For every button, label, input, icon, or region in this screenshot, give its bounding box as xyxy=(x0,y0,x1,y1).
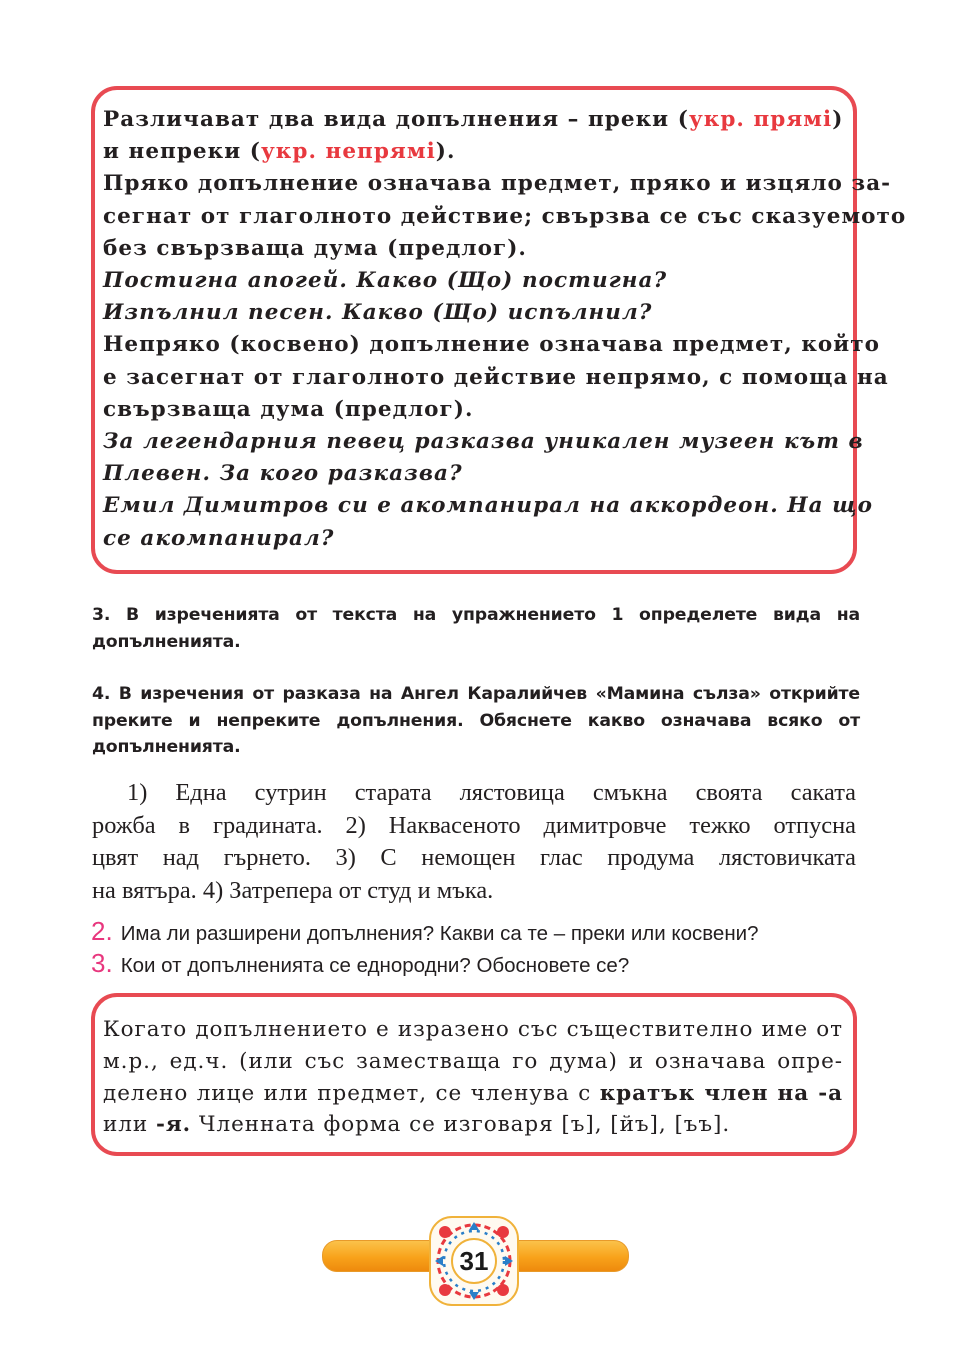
text-run: Когато допълнението е изразено със съществително име от xyxy=(103,1017,843,1042)
text-run: Постигна апогей. Какво (Що) постигна? xyxy=(103,268,668,294)
rule-box-line xyxy=(103,168,892,200)
task-4-line: допълненията. xyxy=(92,737,241,757)
rule-box-line xyxy=(103,104,843,136)
rule-box-line xyxy=(103,490,873,522)
text-run: или xyxy=(103,1112,156,1138)
rule-box-line xyxy=(103,265,843,297)
rule-box-line xyxy=(103,297,843,329)
rule-box-line xyxy=(103,458,843,490)
text-run: Изпълнил песен. Какво (Що) испълнил? xyxy=(103,300,653,326)
task-3 xyxy=(92,602,860,655)
rule-box-line xyxy=(103,233,843,265)
question-text: Кои от допълненията се еднородни? Обосновете се? xyxy=(120,954,630,977)
note-box xyxy=(91,993,857,1156)
text-run: Плевен. За кого разказва? xyxy=(103,461,463,487)
text-run: без свързваща дума (предлог). xyxy=(103,235,527,261)
task-4 xyxy=(92,681,860,761)
rule-box-line xyxy=(103,523,843,555)
question-2 xyxy=(91,916,759,947)
note-box-line xyxy=(103,1109,843,1141)
rule-box-line xyxy=(103,426,864,458)
rule-box-line xyxy=(103,362,889,394)
excerpt-line: 1) Една сутрин старата лястовица смъкна своята саката xyxy=(127,779,856,806)
task-3-line: 3. В изреченията от текста на упражнението 1 определете вида на xyxy=(92,605,860,625)
excerpt-line: рожба в градината. 2) Наквасеното димитровче тежко отпусна xyxy=(92,811,856,839)
task-3-line: допълненията. xyxy=(92,631,241,652)
task-4-line: 4. В изречения от разказа на Ангел Каралийчев «Мамина сълза» открийте xyxy=(92,684,860,704)
text-run: ) xyxy=(832,107,844,132)
text-run: делено лице или предмет, се членува с xyxy=(103,1080,600,1106)
bold-term: -я. xyxy=(155,1112,192,1138)
highlight-term: укр. прямі xyxy=(688,107,833,132)
text-run: Емил Димитров си е акомпанирал на аккордеон. На що xyxy=(103,493,873,519)
text-run: сегнат от глаголното действие; свързва се със сказуемото xyxy=(103,203,907,229)
note-box-line xyxy=(103,1014,843,1046)
rule-box xyxy=(91,86,907,574)
question-text: Има ли разширени допълнения? Какви са те – преки или косвени? xyxy=(120,922,759,945)
rule-box-line xyxy=(103,329,881,361)
task-4-line: преките и непреките допълнения. Обяснете какво означава всяко от xyxy=(92,710,860,731)
text-run: и непреки ( xyxy=(103,139,261,165)
text-run: свързваща дума (предлог). xyxy=(103,396,474,422)
question-number: 2. xyxy=(91,916,113,946)
excerpt-line: на вятъра. 4) Затрепера от студ и мъка. xyxy=(92,876,494,904)
text-run: Различават два вида допълнения – преки ( xyxy=(103,107,689,132)
text-run: е засегнат от глаголното действие непрямо, с помоща на xyxy=(103,364,889,390)
rule-box-line xyxy=(103,136,843,168)
text-run: м.р., ед.ч. (или със заместваща го дума) и означава опре- xyxy=(103,1048,843,1074)
note-box-line xyxy=(103,1046,843,1078)
page-number: 31 xyxy=(459,1246,489,1276)
bold-term: кратък член на -а xyxy=(599,1080,843,1106)
excerpt-line: цвят над гърнето. 3) С немощен глас продума лястовичката xyxy=(92,844,856,872)
question-number: 3. xyxy=(91,948,113,978)
rule-box-line xyxy=(103,201,907,233)
excerpt-paragraph xyxy=(92,777,856,907)
rule-box-line xyxy=(103,394,843,426)
text-run: Членната форма се изговаря [ъ], [йъ], [ъъ]. xyxy=(191,1112,731,1138)
text-run: Непряко (косвено) допълнение означава предмет, който xyxy=(103,332,881,358)
note-box-line xyxy=(103,1078,843,1110)
text-run: ). xyxy=(435,139,456,165)
text-run: се акомпанирал? xyxy=(103,525,335,551)
text-run: За легендарния певец разказва уникален музеен кът в xyxy=(103,429,864,455)
question-3 xyxy=(91,948,629,979)
text-run: Пряко допълнение означава предмет, пряко и изцяло за- xyxy=(103,171,892,197)
highlight-term: укр. непрямі xyxy=(260,139,436,165)
